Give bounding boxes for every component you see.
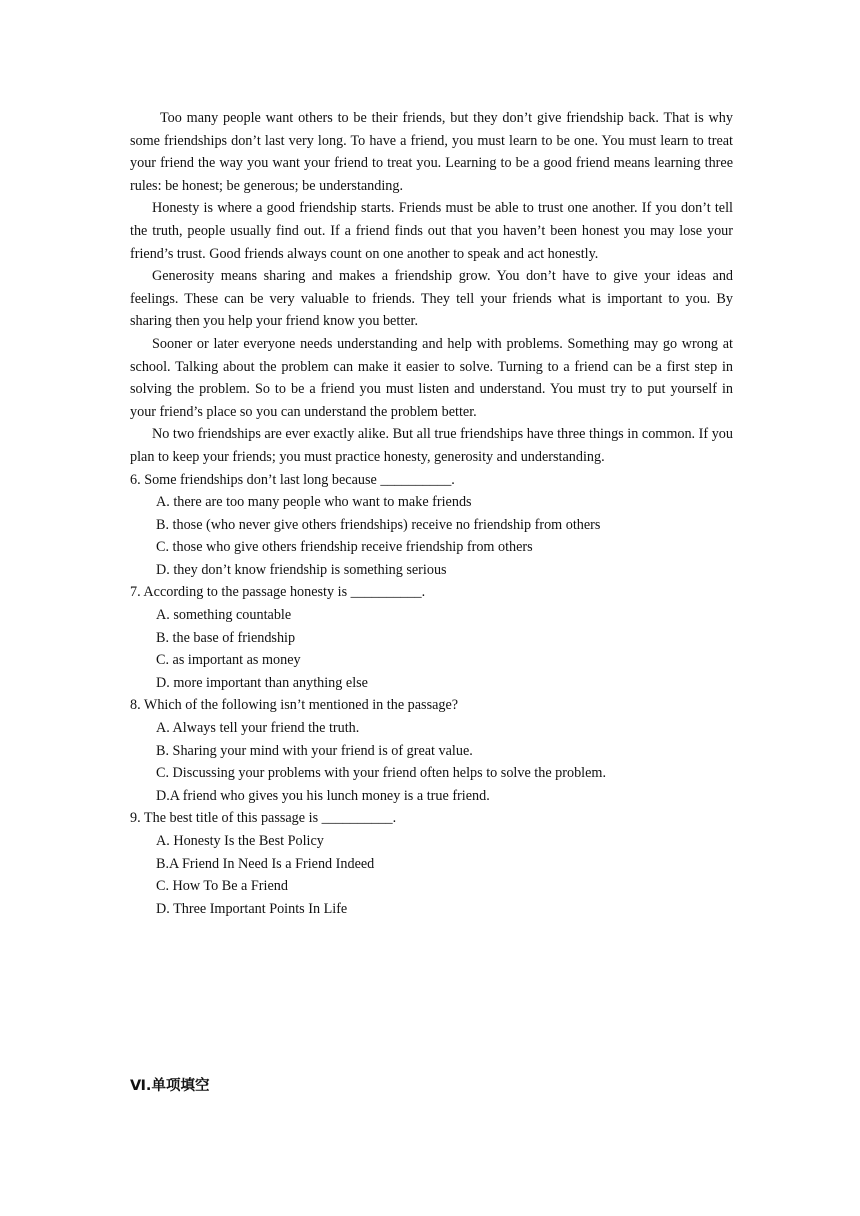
- option-a: A. Honesty Is the Best Policy: [156, 833, 324, 849]
- option-b: B. the base of friendship: [156, 629, 296, 646]
- question-6: [130, 469, 733, 582]
- question-stem: 9. The best title of this passage is __________.: [130, 810, 397, 827]
- option-d: D. they don’t know friendship is something serious: [156, 561, 447, 578]
- question-stem: 7. According to the passage honesty is __________.: [130, 584, 426, 601]
- option-b: B. those (who never give others friendships) receive no friendship from others: [156, 516, 601, 533]
- option-c: C. as important as money: [156, 652, 301, 669]
- question-7: [130, 581, 733, 694]
- option-a: A. there are too many people who want to make friends: [156, 494, 472, 511]
- passage-paragraph-2: Honesty is where a good friendship starts. Friends must be able to trust one another. If you don’t tell the truth, people usually find out. If a friend finds out that you haven’t been honest you may lose your friend’s trust. Good friends always count on one another to speak and act honestly.: [130, 200, 733, 262]
- question-stem: 8. Which of the following isn’t mentioned in the passage?: [130, 697, 459, 714]
- option-c: C. How To Be a Friend: [156, 878, 288, 895]
- passage-paragraph-3: Generosity means sharing and makes a friendship grow. You don’t have to give your ideas and feelings. These can be very valuable to friends. They tell your friends what is important to you. By sharing then you help your friend know you better.: [130, 268, 733, 330]
- passage-paragraph-5: No two friendships are ever exactly alike. But all true friendships have three things in common. If you plan to keep your friends; you must practice honesty, generosity and understanding.: [130, 426, 733, 465]
- question-9: [130, 807, 733, 920]
- option-a: A. something countable: [156, 607, 292, 624]
- reading-passage-section: [130, 107, 733, 920]
- passage-paragraph-4: Sooner or later everyone needs understanding and help with problems. Something may go wrong at school. Talking about the problem can make it easier to solve. Turning to a friend can be a first step in solving the problem. So to be a friend you must listen and understand. You must try to put yourself in your friend’s place so you can understand the problem better.: [130, 335, 733, 420]
- option-d: D.A friend who gives you his lunch money is a true friend.: [156, 787, 490, 804]
- option-a: A. Always tell your friend the truth.: [156, 720, 360, 737]
- option-d: D. more important than anything else: [156, 674, 368, 691]
- option-c: C. those who give others friendship receive friendship from others: [156, 539, 533, 556]
- option-b: B.A Friend In Need Is a Friend Indeed: [156, 855, 375, 872]
- section-heading: Ⅵ.单项填空: [130, 1078, 210, 1094]
- passage-paragraph-1: Too many people want others to be their friends, but they don’t give friendship back. That is why some friendships don’t last very long. To have a friend, you must learn to be one. You must learn to treat your friend the way you want your friend to treat you. Learning to be a good friend means learning three rules: be honest; be generous; be understanding.: [130, 110, 733, 194]
- option-b: B. Sharing your mind with your friend is of great value.: [156, 742, 473, 759]
- option-c: C. Discussing your problems with your friend often helps to solve the problem.: [156, 765, 606, 782]
- question-stem: 6. Some friendships don’t last long because __________.: [130, 471, 455, 488]
- option-d: D. Three Important Points In Life: [156, 900, 348, 917]
- question-8: [130, 694, 733, 807]
